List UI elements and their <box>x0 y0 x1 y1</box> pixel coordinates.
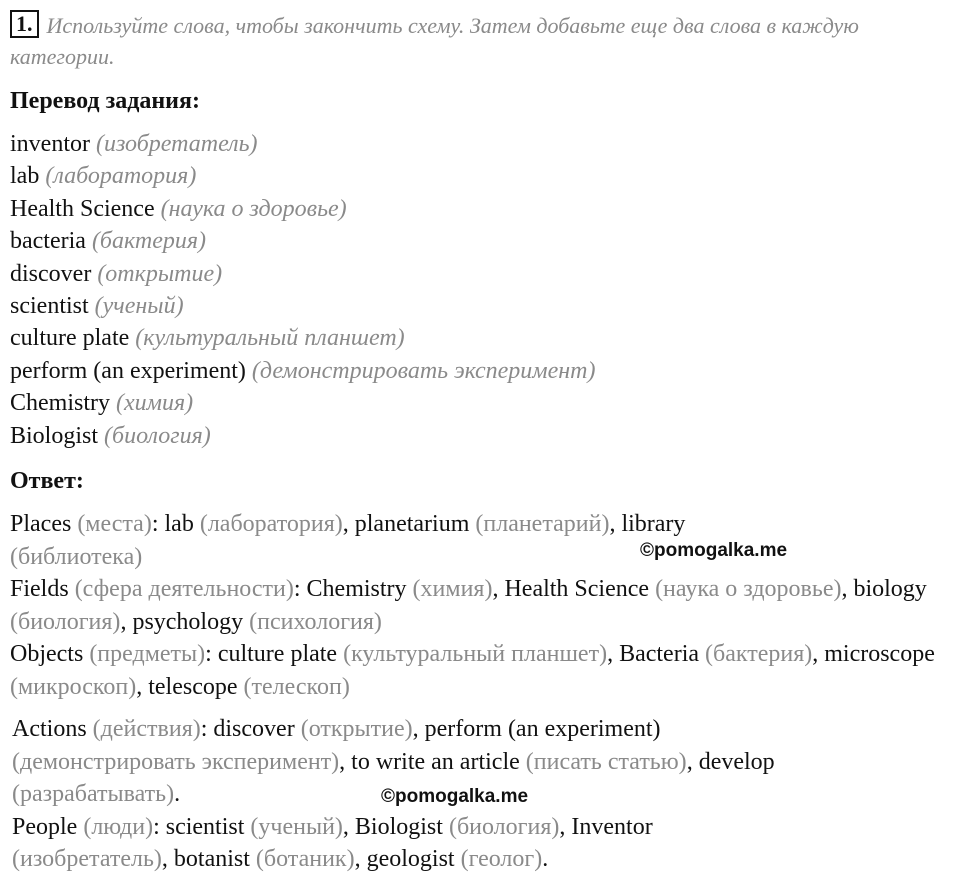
answer-word: Biologist <box>354 813 443 840</box>
category-label: People <box>12 813 78 840</box>
answer-word: Health Science <box>504 576 650 602</box>
vocab-word: perform (an experiment) <box>10 357 246 384</box>
answer-word: develop <box>698 748 775 775</box>
vocab-word: bacteria <box>10 228 86 255</box>
vocab-translation: (культуральный планшет) <box>135 325 405 352</box>
answer-translation: (геолог) <box>460 846 543 872</box>
vocab-translation: (наука о здоровье) <box>160 195 347 222</box>
vocab-word: lab <box>10 163 40 190</box>
vocab-word: scientist <box>10 292 89 319</box>
vocab-word: Chemistry <box>10 390 110 417</box>
vocab-translation: (бактерия) <box>91 228 207 255</box>
vocab-translation: (лаборатория) <box>45 163 197 190</box>
answer-translation: (ученый) <box>250 813 343 840</box>
vocab-word: Health Science <box>10 195 155 222</box>
answer-word: microscope <box>824 641 935 667</box>
answer-word: telescope <box>148 673 238 700</box>
vocab-item <box>10 225 950 257</box>
answer-translation: (микроскоп) <box>10 673 137 700</box>
answer-places: Places (места): lab (лаборатория), planetarium (планетарий), library (библиотека) <box>10 511 686 570</box>
vocab-item <box>10 128 950 160</box>
answer-word: to write an article <box>351 748 520 775</box>
vocab-item <box>10 160 950 192</box>
answer-fields: Fields (сфера деятельности): Chemistry (химия), Health Science (наука о здоровье), biology (биология), psychology (психология) <box>10 576 927 635</box>
answer-word: library <box>621 511 686 537</box>
answer-translation: (изобретатель) <box>12 846 162 872</box>
task-text: Используйте слова, чтобы закончить схему. Затем добавьте еще два слова в каждую категории. <box>10 13 859 69</box>
answer-word: geologist <box>366 846 455 872</box>
vocab-item <box>10 322 950 354</box>
answer-translation: (планетарий) <box>475 511 610 537</box>
category-translation: (сфера деятельности) <box>74 576 294 602</box>
vocab-item <box>10 193 950 225</box>
category-translation: (предметы) <box>89 641 206 667</box>
answer-word: culture plate <box>217 641 338 667</box>
answer-word: Chemistry <box>306 576 407 602</box>
task-instruction <box>10 10 955 72</box>
vocab-translation: (изобретатель) <box>95 131 258 157</box>
vocab-translation: (открытие) <box>97 260 223 287</box>
answer-translation: (телескоп) <box>243 673 350 700</box>
answer-word: biology <box>853 576 927 602</box>
answer-word: discover <box>213 716 295 742</box>
answer-translation: (разрабатывать) <box>12 781 175 807</box>
vocab-translation: (химия) <box>116 390 194 417</box>
task-number: 1. <box>10 10 39 38</box>
vocab-item <box>10 387 950 419</box>
answer-translation: (химия) <box>412 576 493 602</box>
category-label: Places <box>10 511 72 537</box>
answer-translation: (демонстрировать эксперимент) <box>12 748 340 775</box>
answer-translation: (писать статью) <box>525 748 687 775</box>
answer-translation: (культуральный планшет) <box>343 641 608 667</box>
answer-translation: (биология) <box>10 608 121 635</box>
vocab-word: Biologist <box>10 422 99 449</box>
answer-word: botanist <box>173 846 250 872</box>
answer-translation: (ботаник) <box>255 846 355 872</box>
answer-translation: (бактерия) <box>705 641 813 667</box>
vocab-list <box>10 128 950 452</box>
answer-translation: (психология) <box>249 608 382 635</box>
vocab-item <box>10 258 950 290</box>
answer-translation: (открытие) <box>300 716 413 742</box>
vocab-translation: (биология) <box>104 422 211 449</box>
answer-objects: Objects (предметы): culture plate (культуральный планшет), Bacteria (бактерия), microscope (микроскоп), telescope (телескоп) <box>10 641 935 700</box>
answer-word: perform (an experiment) <box>424 716 661 742</box>
answer-translation: (биология) <box>448 813 560 840</box>
answer-people: People (люди): scientist (ученый), Biologist (биология), Inventor (изобретатель), botanist (ботаник), geologist (геолог). <box>12 813 653 872</box>
answer-word: Inventor <box>571 813 653 840</box>
answer-word: Bacteria <box>619 641 700 667</box>
answer-word: lab <box>164 511 194 537</box>
translation-heading: Перевод задания: <box>10 88 200 114</box>
watermark: ©pomogalka.me <box>381 786 529 807</box>
answer-heading: Ответ: <box>10 468 84 494</box>
answer-word: planetarium <box>354 511 470 537</box>
vocab-item <box>10 420 950 452</box>
category-label: Fields <box>10 576 69 602</box>
watermark: ©pomogalka.me <box>640 540 788 561</box>
vocab-word: inventor <box>10 131 90 157</box>
vocab-word: discover <box>10 260 92 287</box>
category-translation: (люди) <box>83 813 154 840</box>
vocab-translation: (демонстрировать эксперимент) <box>251 357 596 384</box>
answer-translation: (лаборатория) <box>199 511 343 537</box>
answer-translation: (наука о здоровье) <box>655 576 842 602</box>
vocab-item <box>10 355 950 387</box>
answer-actions: Actions (действия): discover (открытие), perform (an experiment) (демонстрировать эксперимент), to write an article (писать статью), develop (разрабатывать). <box>12 716 775 807</box>
answer-word: scientist <box>165 813 245 840</box>
category-translation: (места) <box>77 511 152 537</box>
answer-translation: (библиотека) <box>10 543 143 570</box>
answer-block-top <box>10 508 955 703</box>
vocab-translation: (ученый) <box>94 292 184 319</box>
answer-word: psychology <box>132 608 244 635</box>
category-label: Objects <box>10 641 84 667</box>
category-translation: (действия) <box>92 716 201 742</box>
category-label: Actions <box>12 716 87 742</box>
vocab-word: culture plate <box>10 325 130 352</box>
vocab-item <box>10 290 950 322</box>
